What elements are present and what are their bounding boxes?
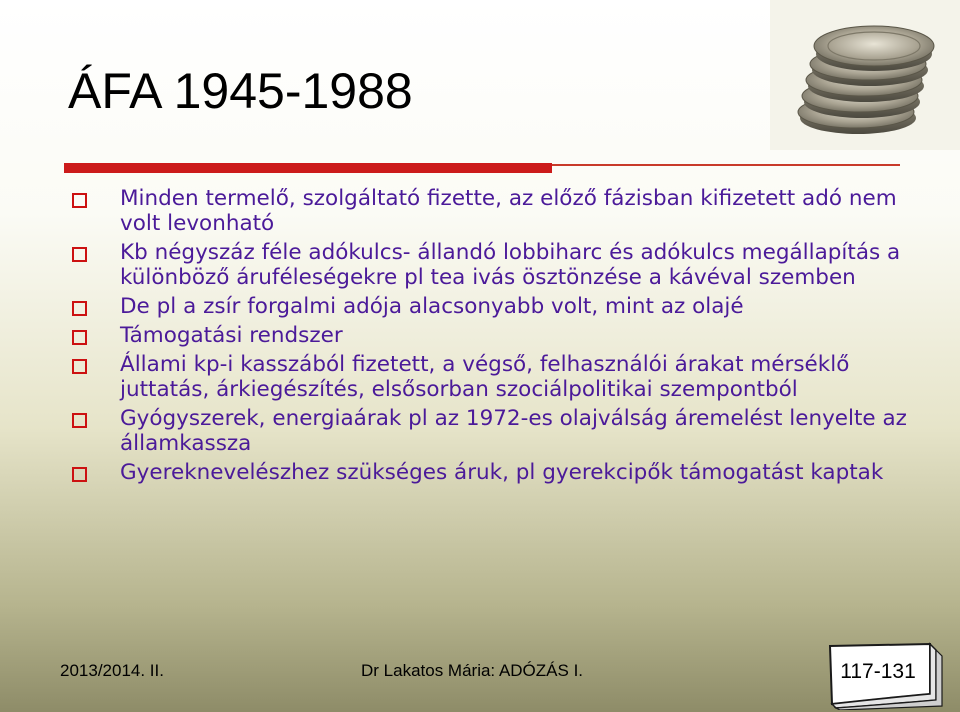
list-item <box>68 240 928 290</box>
square-bullet-icon <box>72 301 87 316</box>
list-item <box>68 323 928 348</box>
bullet-text: Gyógyszerek, energiaárak pl az 1972-es olajválság áremelést lenyelte az államkassza <box>120 406 907 456</box>
footer-date: 2013/2014. II. <box>60 661 164 680</box>
list-item <box>68 352 928 402</box>
square-bullet-icon <box>72 247 87 262</box>
list-item <box>68 186 928 236</box>
bullet-text: Minden termelő, szolgáltató fizette, az előző fázisban kifizetett adó nem volt levonható <box>120 186 897 236</box>
page-range: 117-131 <box>840 660 916 683</box>
bullet-list <box>68 186 928 489</box>
bullet-text: Kb négyszáz féle adókulcs- állandó lobbiharc és adókulcs megállapítás a különböző áruféleségekre pl tea ivás ösztönzése a kávéval szemben <box>120 240 901 290</box>
coin-stack-icon <box>770 0 960 150</box>
list-item <box>68 294 928 319</box>
list-item <box>68 460 928 485</box>
bullet-text: Állami kp-i kasszából fizetett, a végső, felhasználói árakat mérséklő juttatás, árkiegészítés, elsősorban szociálpolitikai szempontból <box>120 352 850 402</box>
square-bullet-icon <box>72 359 87 374</box>
square-bullet-icon <box>72 193 87 208</box>
title-underline-bar <box>64 163 552 173</box>
bullet-text: Gyereknevelészhez szükséges áruk, pl gyerekcipők támogatást kaptak <box>120 460 884 485</box>
slide-title: ÁFA 1945-1988 <box>68 63 413 119</box>
square-bullet-icon <box>72 413 87 428</box>
square-bullet-icon <box>72 330 87 345</box>
footer-author: Dr Lakatos Mária: ADÓZÁS I. <box>361 661 584 680</box>
list-item <box>68 406 928 456</box>
bullet-text: Támogatási rendszer <box>120 323 343 348</box>
bullet-text: De pl a zsír forgalmi adója alacsonyabb volt, mint az olajé <box>120 294 744 319</box>
title-underline-line <box>552 164 900 166</box>
square-bullet-icon <box>72 467 87 482</box>
